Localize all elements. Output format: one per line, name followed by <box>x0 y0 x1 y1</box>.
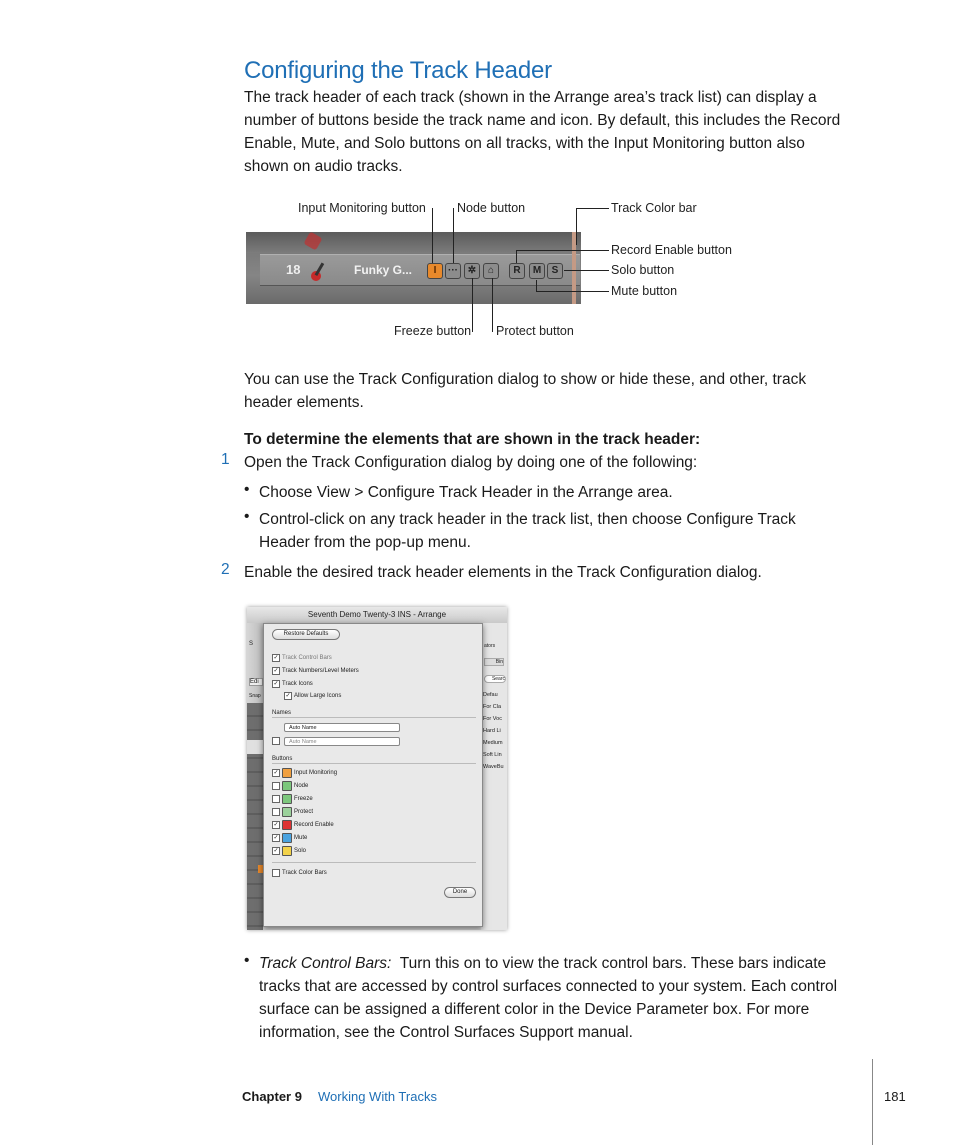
done-button[interactable]: Done <box>444 887 476 898</box>
paragraph-line: You can use the Track Configuration dialog to show or hide these, and other, track <box>244 371 807 388</box>
arrange-left-panel <box>247 623 263 930</box>
bullet-line: Header from the pop-up menu. <box>259 534 471 551</box>
button-option-label: Input Monitoring <box>294 770 338 776</box>
step-number: 2 <box>221 561 230 578</box>
option-label: Track Color Bars <box>282 870 327 876</box>
checkbox-freeze[interactable] <box>272 795 280 803</box>
track-configuration-screenshot <box>247 607 507 930</box>
callout-line <box>472 278 473 332</box>
step-text: Enable the desired track header elements in the Track Configuration dialog. <box>244 564 762 581</box>
divider <box>272 763 476 764</box>
step-number: 1 <box>221 451 230 468</box>
button-option-label: Freeze <box>294 796 313 802</box>
bg-text: Snap <box>249 693 261 699</box>
checkbox-node[interactable] <box>272 782 280 790</box>
paragraph-line: header elements. <box>244 394 364 411</box>
checkbox-track-icons[interactable]: ✓ <box>273 681 279 687</box>
record-enable-button[interactable]: R <box>509 263 525 279</box>
bullet-dot: • <box>244 481 250 498</box>
bg-text: S <box>249 641 254 647</box>
bg-text: Soft Lin <box>483 752 502 758</box>
intro-line: Enable, Mute, and Solo buttons on all tracks, with the Input Monitoring button also <box>244 135 805 152</box>
bg-text: For Cla <box>483 704 502 710</box>
option-label: Track Icons <box>282 681 313 687</box>
freeze-button[interactable]: ✲ <box>464 263 480 279</box>
checkbox-allow-large-icons[interactable]: ✓ <box>285 693 291 699</box>
bullet-line: information, see the Control Surfaces Support manual. <box>259 1024 633 1041</box>
mute-icon <box>282 833 292 843</box>
page-title: Configuring the Track Header <box>244 57 552 84</box>
bg-text: WaveBu <box>483 764 504 770</box>
callout-line <box>576 208 609 209</box>
bg-text: Hard Li <box>483 728 501 734</box>
callout-freeze: Freeze button <box>394 324 472 338</box>
buttons-heading: Buttons <box>272 756 293 762</box>
track-list-bg <box>247 703 263 930</box>
callout-node: Node button <box>457 201 526 215</box>
input-monitoring-button[interactable]: I <box>427 263 443 279</box>
footer-chapter: Chapter 9 <box>242 1089 302 1104</box>
bullet-line: surface can be assigned a different color in the Device Parameter box. For more <box>259 1001 810 1018</box>
record-enable-icon <box>282 820 292 830</box>
bg-text: ators <box>484 643 496 649</box>
bg-text: Edi <box>249 678 263 686</box>
bullet-text <box>259 508 879 554</box>
checkbox-track-color-bars[interactable] <box>272 869 280 877</box>
bullet-dot: • <box>244 952 250 969</box>
bg-text: For Voc <box>483 716 502 722</box>
callout-line <box>564 270 609 271</box>
freeze-icon <box>282 794 292 804</box>
guitar-icon <box>310 260 328 282</box>
button-option-label: Record Enable <box>294 822 334 828</box>
footer-section-link[interactable]: Working With Tracks <box>318 1089 437 1104</box>
callout-protect: Protect button <box>496 324 574 338</box>
track-header-screenshot <box>246 232 581 304</box>
bg-text: Defau <box>483 692 498 698</box>
step-text: Open the Track Configuration dialog by doing one of the following: <box>244 454 698 471</box>
checkbox-track-numbers[interactable]: ✓ <box>273 668 279 674</box>
bullet-text: Choose View > Configure Track Header in the Arrange area. <box>259 484 673 501</box>
option-label: Track Numbers/Level Meters <box>282 668 359 674</box>
checkbox-record-enable[interactable]: ✓ <box>273 822 279 828</box>
paragraph-2 <box>244 368 884 414</box>
solo-button[interactable]: S <box>547 263 563 279</box>
checkbox-input-monitoring[interactable]: ✓ <box>273 770 279 776</box>
bullet-line: Control-click on any track header in the track list, then choose Configure Track <box>259 511 796 528</box>
callout-line <box>536 280 537 291</box>
intro-line: shown on audio tracks. <box>244 158 403 175</box>
callout-line <box>536 291 609 292</box>
button-option-label: Solo <box>294 848 307 854</box>
intro-paragraph <box>244 86 884 178</box>
callout-track-color: Track Color bar <box>611 201 697 215</box>
checkbox-second-name[interactable] <box>272 737 280 745</box>
track-row-above <box>246 232 581 252</box>
bg-text: Medium <box>483 740 503 746</box>
callout-mute: Mute button <box>611 284 678 298</box>
node-icon <box>282 781 292 791</box>
term: Track Control Bars: <box>259 955 392 972</box>
intro-line: number of buttons beside the track name and icon. By default, this includes the Record <box>244 112 841 129</box>
track-name: Funky G... <box>354 263 413 277</box>
page-number: 181 <box>884 1089 906 1104</box>
bullet-line: tracks that are accessed by control surfaces connected to your system. Each control <box>259 978 838 995</box>
option-label: Allow Large Icons <box>294 693 342 699</box>
protect-button[interactable]: ⌂ <box>483 263 499 279</box>
bg-text: Bin <box>484 658 504 666</box>
solo-icon <box>282 846 292 856</box>
name-select-2[interactable]: Auto Name <box>284 737 400 746</box>
button-option-label: Node <box>294 783 309 789</box>
callout-line <box>453 208 454 263</box>
callout-input-monitoring: Input Monitoring button <box>298 201 426 215</box>
bg-text: Searc <box>484 675 506 683</box>
callout-record-enable: Record Enable button <box>611 243 732 257</box>
callout-line <box>516 250 609 251</box>
divider <box>272 862 476 863</box>
callout-solo: Solo button <box>611 263 675 277</box>
callout-line <box>432 208 433 263</box>
checkbox-mute[interactable]: ✓ <box>273 835 279 841</box>
node-button[interactable]: ··· <box>445 263 461 279</box>
restore-defaults-button[interactable]: Restore Defaults <box>272 629 340 640</box>
bullet-line: Turn this on to view the track control bars. These bars indicate <box>399 955 827 972</box>
callout-line <box>492 278 493 332</box>
names-heading: Names <box>272 710 292 716</box>
arrange-right-panel <box>481 623 507 930</box>
checkbox-track-control-bars[interactable]: ✓ <box>273 655 279 661</box>
task-heading: To determine the elements that are shown in the track header: <box>244 431 701 448</box>
bullet-dot: • <box>244 508 250 525</box>
checkbox-solo[interactable]: ✓ <box>273 848 279 854</box>
input-monitoring-icon <box>282 768 292 778</box>
mute-button[interactable]: M <box>529 263 545 279</box>
track-configuration-dialog <box>263 623 483 927</box>
intro-line: The track header of each track (shown in the Arrange area’s track list) can display a <box>244 89 817 106</box>
window-title: Seventh Demo Twenty-3 INS - Arrange <box>247 607 507 623</box>
divider <box>272 717 476 718</box>
footer-divider <box>872 1059 873 1145</box>
callout-line <box>576 208 577 245</box>
bullet-track-control-bars <box>259 952 879 1044</box>
callout-line <box>516 250 517 263</box>
button-option-label: Protect <box>294 809 314 815</box>
option-label: Track Control Bars <box>282 655 332 661</box>
checkbox-protect[interactable] <box>272 808 280 816</box>
track-list-bg <box>247 740 263 754</box>
track-number: 18 <box>286 262 301 277</box>
name-select-1[interactable]: Auto Name <box>284 723 400 732</box>
protect-icon <box>282 807 292 817</box>
button-option-label: Mute <box>294 835 308 841</box>
